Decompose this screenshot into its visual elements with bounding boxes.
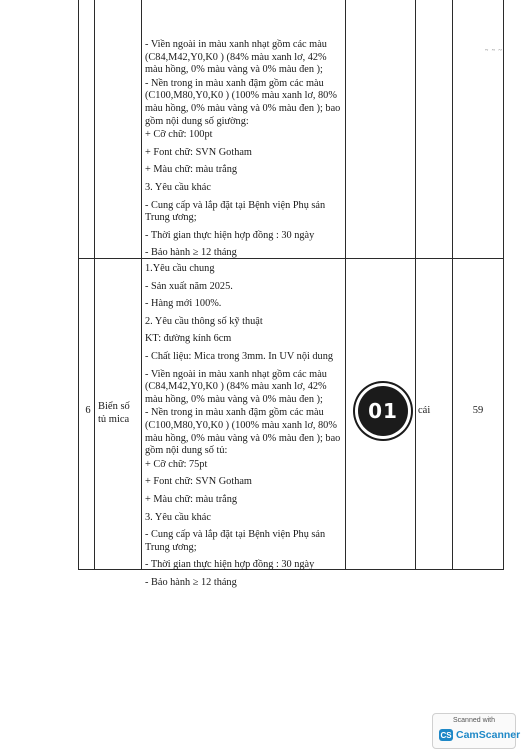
desc-line: + Font chữ: SVN Gotham — [145, 476, 252, 488]
scanned-with-caption: Scanned with — [452, 717, 496, 724]
desc-line: - Bảo hành ≥ 12 tháng — [145, 247, 237, 259]
desc-line: 1.Yêu cầu chung — [145, 263, 215, 274]
desc-line: + Màu chữ: màu trắng — [145, 164, 238, 176]
desc-line: 2. Yêu cầu thông số kỹ thuật — [145, 315, 263, 327]
table-border-left — [78, 0, 79, 570]
desc-line: - Nền trong in màu xanh đậm gồm các màu (C100,M80,Y0,K0 ) (100% màu xanh lơ, 80% màu hồng, 0% màu vàng và 0% màu đen ); bao gồm nội dung số tủ: — [145, 407, 341, 457]
sign-number-text: 01 — [368, 399, 398, 423]
table-border-right — [503, 0, 504, 570]
desc-line: - Nền trong in màu xanh đậm gồm các màu (C100,M80,Y0,K0 ) (100% màu xanh lơ, 80% màu hồng, 0% màu vàng và 0% màu đen ); bao gồm nội dung số giường: — [145, 77, 341, 127]
desc-line: + Cỡ chữ: 75pt — [145, 458, 208, 470]
desc-line: + Font chữ: SVN Gotham — [145, 146, 252, 158]
desc-line: - Thời gian thực hiện hợp đồng : 30 ngày — [145, 229, 315, 241]
column-divider-stt — [94, 0, 95, 570]
desc-line: - Bảo hành ≥ 12 tháng — [145, 576, 237, 588]
item-name: Biển số tủ mica — [98, 401, 130, 425]
camscanner-watermark — [432, 713, 521, 749]
column-divider-name — [141, 0, 142, 570]
desc-line: 3. Yêu cầu khác — [145, 511, 211, 523]
unit-cell: cái — [418, 405, 431, 416]
quantity-cell: 59 — [472, 405, 484, 416]
column-divider-unit — [452, 0, 453, 570]
scan-artifact-mark: ~ ~ ~ — [485, 48, 503, 54]
desc-line: - Thời gian thực hiện hợp đồng : 30 ngày — [145, 559, 315, 571]
desc-line: - Sản xuất năm 2025. — [145, 280, 233, 292]
column-divider-desc — [345, 0, 346, 570]
desc-line: KT: đường kính 6cm — [145, 333, 232, 345]
desc-line: - Viền ngoài in màu xanh nhạt gồm các màu (C84,M42,Y0,K0 ) (84% màu xanh lơ, 42% màu hồng, 0% màu vàng và 0% màu đen ); — [145, 39, 327, 76]
desc-line: - Viền ngoài in màu xanh nhạt gồm các màu (C84,M42,Y0,K0 ) (84% màu xanh lơ, 42% màu hồng, 0% màu vàng và 0% màu đen ); — [145, 368, 327, 405]
desc-line: - Chất liệu: Mica trong 3mm. In UV nội dung — [145, 350, 333, 362]
camscanner-icon: CS — [440, 730, 452, 740]
desc-line: + Màu chữ: màu trắng — [145, 493, 238, 505]
prev-row-description — [145, 39, 345, 265]
cabinet-number-sign-image — [358, 386, 408, 436]
camscanner-brand-text: CamScanner — [456, 729, 521, 741]
column-divider-image — [415, 0, 416, 570]
desc-line: - Cung cấp và lắp đặt tại Bệnh viện Phụ sản Trung ương; — [145, 529, 326, 553]
desc-line: + Cỡ chữ: 100pt — [145, 129, 213, 141]
desc-line: - Cung cấp và lắp đặt tại Bệnh viện Phụ sản Trung ương; — [145, 199, 326, 224]
row6-description — [145, 263, 345, 594]
desc-line: - Hàng mới 100%. — [145, 298, 222, 310]
row-number: 6 — [85, 405, 91, 416]
camscanner-logo — [439, 729, 520, 741]
desc-line: 3. Yêu cầu khác — [145, 181, 211, 193]
